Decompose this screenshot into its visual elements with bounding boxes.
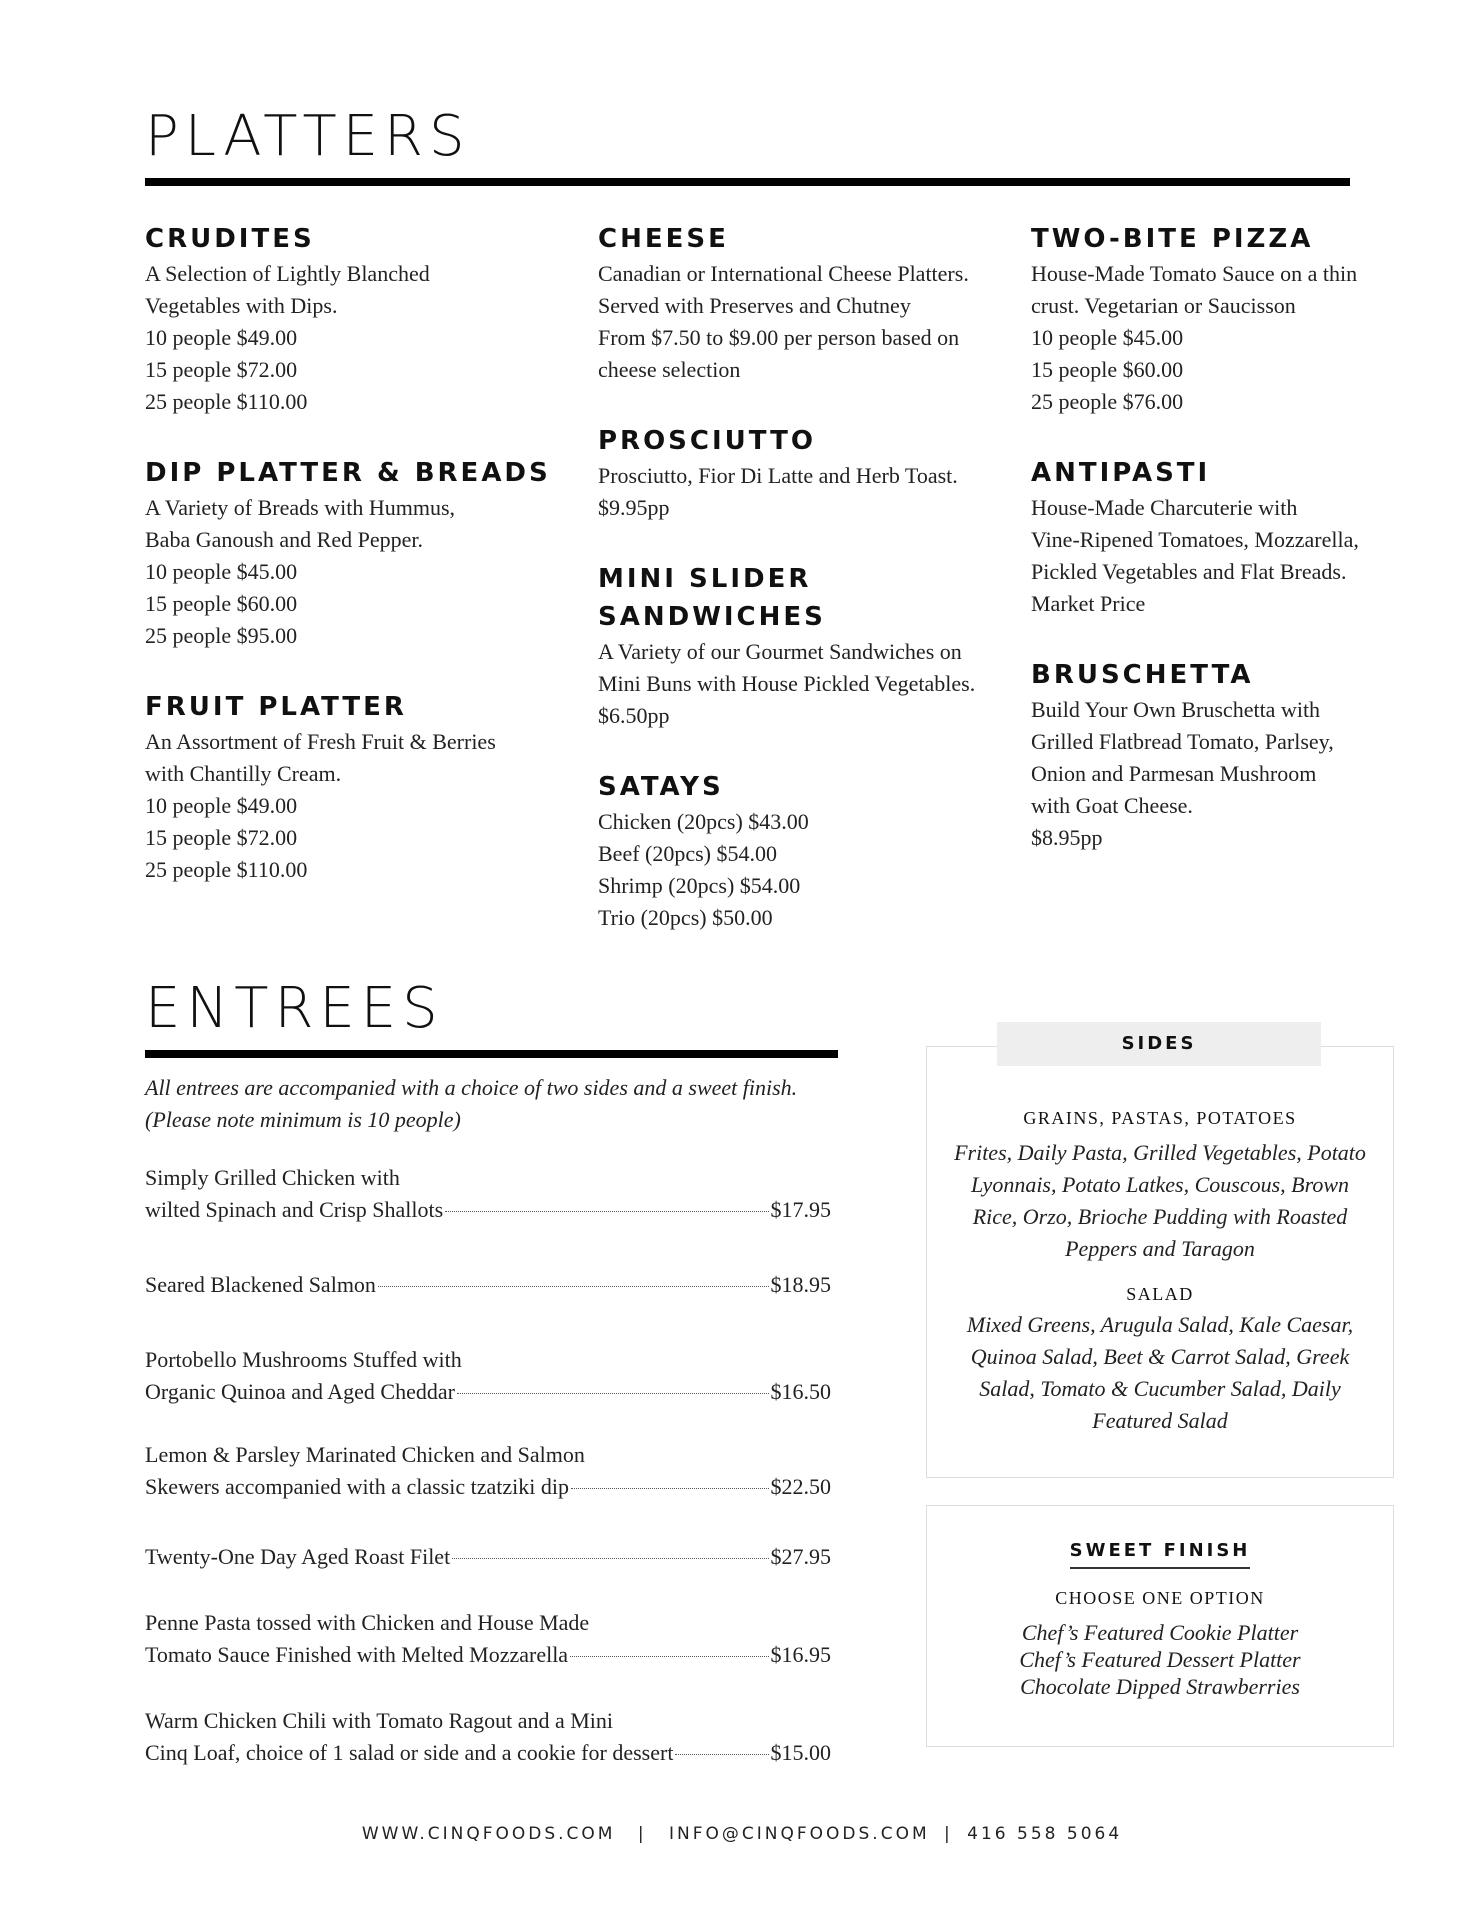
entree-item bbox=[145, 1705, 831, 1769]
dot-leader bbox=[570, 1656, 768, 1657]
item-price: 10 people $45.00 bbox=[1031, 325, 1184, 350]
entree-price: $16.95 bbox=[770, 1642, 831, 1667]
item-title: DIP PLATTER & BREADS bbox=[145, 458, 551, 488]
item-price: 15 people $60.00 bbox=[1031, 357, 1184, 382]
platter-crudites bbox=[145, 220, 565, 418]
entree-price: $22.50 bbox=[770, 1474, 831, 1499]
item-line: A Selection of Lightly Blanched bbox=[145, 261, 430, 286]
platters-title: PLATTERS bbox=[145, 104, 471, 169]
item-line: A Variety of Breads with Hummus, bbox=[145, 495, 456, 520]
item-price: 10 people $45.00 bbox=[145, 559, 298, 584]
entree-row bbox=[145, 1269, 831, 1301]
entree-description: Cinq Loaf, choice of 1 salad or side and a cookie for dessert bbox=[145, 1740, 674, 1765]
item-price: Chicken (20pcs) $43.00 bbox=[598, 809, 809, 834]
item-title: TWO-BITE PIZZA bbox=[1031, 224, 1314, 254]
sweet-finish-option: Chef’s Featured Cookie Platter bbox=[1021, 1620, 1299, 1645]
entree-description: Lemon & Parsley Marinated Chicken and Salmon bbox=[145, 1442, 585, 1467]
platter-prosciutto bbox=[598, 422, 1008, 524]
sides-tab: SIDES bbox=[997, 1022, 1321, 1066]
item-line: cheese selection bbox=[598, 357, 741, 382]
item-line: with Goat Cheese. bbox=[1031, 793, 1193, 818]
grains-line: Rice, Orzo, Brioche Pudding with Roasted bbox=[972, 1204, 1348, 1229]
item-price: Beef (20pcs) $54.00 bbox=[598, 841, 778, 866]
platters-column-1 bbox=[145, 220, 565, 922]
grains-list bbox=[927, 1137, 1393, 1265]
entree-item bbox=[145, 1269, 831, 1301]
entree-row bbox=[145, 1471, 831, 1503]
sweet-finish-title: SWEET FINISH bbox=[1070, 1540, 1251, 1569]
sweet-finish-option: Chocolate Dipped Strawberries bbox=[1020, 1674, 1300, 1699]
entree-item bbox=[145, 1162, 831, 1226]
item-price: 25 people $110.00 bbox=[145, 389, 308, 414]
platters-rule bbox=[145, 178, 1350, 186]
entree-description: Seared Blackened Salmon bbox=[145, 1272, 376, 1297]
item-price: 10 people $49.00 bbox=[145, 793, 298, 818]
platter-dip-breads bbox=[145, 454, 565, 652]
platter-two-bite-pizza bbox=[1031, 220, 1361, 418]
dot-leader bbox=[457, 1393, 769, 1394]
entrees-rule bbox=[145, 1050, 838, 1058]
platter-mini-slider bbox=[598, 560, 1008, 732]
platter-antipasti bbox=[1031, 454, 1361, 620]
entree-description: Organic Quinoa and Aged Cheddar bbox=[145, 1379, 455, 1404]
entree-row bbox=[145, 1194, 831, 1226]
dot-leader bbox=[675, 1754, 768, 1755]
footer-email-link[interactable]: INFO@CINQFOODS.COM bbox=[669, 1824, 930, 1844]
item-line: Baba Ganoush and Red Pepper. bbox=[145, 527, 423, 552]
item-price: 15 people $72.00 bbox=[145, 825, 298, 850]
item-line: with Chantilly Cream. bbox=[145, 761, 342, 786]
item-title: CHEESE bbox=[598, 224, 729, 254]
item-price: 10 people $49.00 bbox=[145, 325, 298, 350]
item-price: $6.50pp bbox=[598, 703, 670, 728]
platter-bruschetta bbox=[1031, 656, 1361, 854]
dot-leader bbox=[378, 1286, 769, 1287]
item-line: Canadian or International Cheese Platters. bbox=[598, 261, 969, 286]
entree-price: $17.95 bbox=[770, 1197, 831, 1222]
item-line: From $7.50 to $9.00 per person based on bbox=[598, 325, 960, 350]
salad-line: Salad, Tomato & Cucumber Salad, Daily bbox=[979, 1376, 1341, 1401]
entree-description: Skewers accompanied with a classic tzatziki dip bbox=[145, 1474, 569, 1499]
item-price: 25 people $95.00 bbox=[145, 623, 298, 648]
item-title: CRUDITES bbox=[145, 224, 315, 254]
entree-list bbox=[145, 1162, 831, 1769]
entree-description: Tomato Sauce Finished with Melted Mozzarella bbox=[145, 1642, 569, 1667]
item-line: Pickled Vegetables and Flat Breads. bbox=[1031, 559, 1347, 584]
sweet-finish-heading: CHOOSE ONE OPTION bbox=[1055, 1588, 1265, 1608]
entree-item bbox=[145, 1344, 831, 1408]
entree-item bbox=[145, 1541, 831, 1573]
item-line: Mini Buns with House Pickled Vegetables. bbox=[598, 671, 976, 696]
item-title: PROSCIUTTO bbox=[598, 426, 816, 456]
sweet-finish-option: Chef’s Featured Dessert Platter bbox=[1019, 1647, 1301, 1672]
entree-price: $15.00 bbox=[770, 1740, 831, 1765]
entrees-note bbox=[145, 1072, 797, 1136]
item-title: FRUIT PLATTER bbox=[145, 692, 407, 722]
item-price: $9.95pp bbox=[598, 495, 670, 520]
entrees-note-line: All entrees are accompanied with a choice of two sides and a sweet finish. bbox=[145, 1075, 798, 1100]
entree-item bbox=[145, 1607, 831, 1671]
salad-line: Featured Salad bbox=[1092, 1408, 1228, 1433]
entree-description: Warm Chicken Chili with Tomato Ragout and a Mini bbox=[145, 1708, 614, 1733]
item-line: A Variety of our Gourmet Sandwiches on bbox=[598, 639, 962, 664]
item-price: Trio (20pcs) $50.00 bbox=[598, 905, 773, 930]
grains-line: Lyonnais, Potato Latkes, Couscous, Brown bbox=[970, 1172, 1350, 1197]
entree-price: $27.95 bbox=[770, 1544, 831, 1569]
entree-description: Penne Pasta tossed with Chicken and House Made bbox=[145, 1610, 590, 1635]
entree-price: $18.95 bbox=[770, 1272, 831, 1297]
platters-column-2 bbox=[598, 220, 1008, 970]
entree-description: wilted Spinach and Crisp Shallots bbox=[145, 1197, 444, 1222]
item-price: $8.95pp bbox=[1031, 825, 1103, 850]
item-price: 15 people $72.00 bbox=[145, 357, 298, 382]
item-line: House-Made Charcuterie with bbox=[1031, 495, 1298, 520]
footer-phone: 416 558 5064 bbox=[967, 1824, 1123, 1844]
item-price: 25 people $76.00 bbox=[1031, 389, 1184, 414]
item-line: House-Made Tomato Sauce on a thin bbox=[1031, 261, 1358, 286]
salad-heading: SALAD bbox=[1126, 1284, 1194, 1304]
dot-leader bbox=[445, 1211, 768, 1212]
item-line: Prosciutto, Fior Di Latte and Herb Toast. bbox=[598, 463, 958, 488]
item-title: SATAYS bbox=[598, 772, 724, 802]
salad-list bbox=[927, 1309, 1393, 1437]
grains-heading: GRAINS, PASTAS, POTATOES bbox=[1023, 1108, 1297, 1128]
footer-website-link[interactable]: WWW.CINQFOODS.COM bbox=[361, 1824, 616, 1844]
item-price: Shrimp (20pcs) $54.00 bbox=[598, 873, 801, 898]
sweet-finish-panel bbox=[926, 1505, 1394, 1747]
platter-fruit bbox=[145, 688, 565, 886]
item-title: BRUSCHETTA bbox=[1031, 660, 1254, 690]
entree-description: Simply Grilled Chicken with bbox=[145, 1165, 400, 1190]
item-price: 25 people $110.00 bbox=[145, 857, 308, 882]
salad-line: Mixed Greens, Arugula Salad, Kale Caesar, bbox=[966, 1312, 1354, 1337]
sweet-finish-options bbox=[927, 1619, 1393, 1700]
platter-cheese bbox=[598, 220, 1008, 386]
footer bbox=[0, 1824, 1484, 1844]
entree-price: $16.50 bbox=[770, 1379, 831, 1404]
item-line: An Assortment of Fresh Fruit & Berries bbox=[145, 729, 496, 754]
item-line: Served with Preserves and Chutney bbox=[598, 293, 911, 318]
item-title: ANTIPASTI bbox=[1031, 458, 1211, 488]
item-line: crust. Vegetarian or Saucisson bbox=[1031, 293, 1296, 318]
grains-line: Peppers and Taragon bbox=[1065, 1236, 1255, 1261]
item-line: Build Your Own Bruschetta with bbox=[1031, 697, 1321, 722]
item-title: MINI SLIDER bbox=[598, 564, 812, 594]
entree-row bbox=[145, 1541, 831, 1573]
footer-separator: | bbox=[637, 1824, 647, 1844]
dot-leader bbox=[452, 1558, 768, 1559]
item-line: Onion and Parmesan Mushroom bbox=[1031, 761, 1317, 786]
entrees-note-line: (Please note minimum is 10 people) bbox=[145, 1107, 461, 1132]
salad-line: Quinoa Salad, Beet & Carrot Salad, Greek bbox=[970, 1344, 1350, 1369]
entree-row bbox=[145, 1737, 831, 1769]
entree-row bbox=[145, 1376, 831, 1408]
entree-item bbox=[145, 1439, 831, 1503]
platters-column-3 bbox=[1031, 220, 1361, 890]
item-line: Vegetables with Dips. bbox=[145, 293, 338, 318]
item-price: 15 people $60.00 bbox=[145, 591, 298, 616]
sides-panel bbox=[926, 1046, 1394, 1478]
grains-line: Frites, Daily Pasta, Grilled Vegetables, Potato bbox=[954, 1140, 1366, 1165]
entree-row bbox=[145, 1639, 831, 1671]
item-line: Vine-Ripened Tomatoes, Mozzarella, bbox=[1031, 527, 1359, 552]
item-line: Grilled Flatbread Tomato, Parlsey, bbox=[1031, 729, 1334, 754]
entree-description: Twenty-One Day Aged Roast Filet bbox=[145, 1544, 451, 1569]
platter-satays bbox=[598, 768, 1008, 934]
dot-leader bbox=[571, 1488, 769, 1489]
item-price: Market Price bbox=[1031, 591, 1146, 616]
entrees-title: ENTREES bbox=[145, 976, 444, 1041]
footer-separator: | bbox=[944, 1824, 953, 1844]
entree-description: Portobello Mushrooms Stuffed with bbox=[145, 1347, 462, 1372]
item-title: SANDWICHES bbox=[598, 602, 826, 632]
